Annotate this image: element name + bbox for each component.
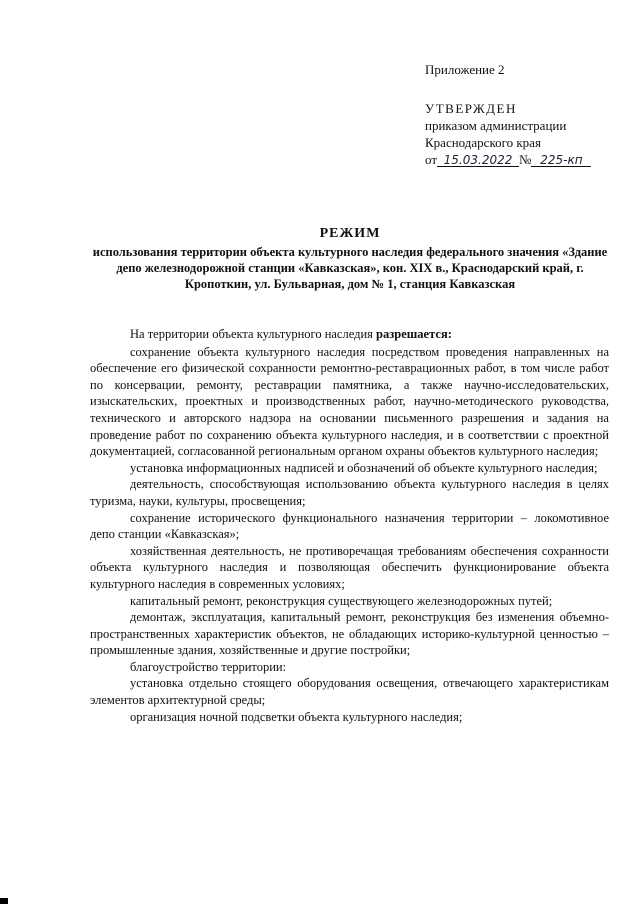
approval-block: [425, 100, 591, 168]
list-item: деятельность, способствующая использованию объекта культурного наследия в целях туризма, науки, культуры, просвещения;: [90, 477, 609, 508]
list-item: установка информационных надписей и обозначений об объекте культурного наследия;: [130, 460, 598, 475]
appendix-label: Приложение 2: [425, 62, 505, 77]
scan-mark: [0, 898, 8, 904]
list-item: демонтаж, эксплуатация, капитальный ремонт, реконструкция без изменения объемно-пространственных характеристик объектов, не обладающих историко-культурной ценностью – промышленные здания, хозяйственные и другие постройки;: [90, 610, 609, 658]
list-item: благоустройство территории:: [130, 659, 287, 674]
order-line-1: приказом администрации: [425, 118, 567, 133]
title-block: [90, 226, 610, 292]
intro-bold: разрешается:: [376, 327, 452, 341]
list-item: сохранение исторического функционального назначения территории – локомотивное депо станции «Кавказская»;: [90, 510, 609, 542]
from-label: от: [425, 152, 438, 167]
list-item: хозяйственная деятельность, не противоречащая требованиям обеспечения сохранности объекта культурного наследия и позволяющая обеспечить функционирование объекта культурного наследия в современных условиях;: [90, 543, 609, 591]
order-date-number: [425, 151, 591, 168]
handwritten-date: 15.03.2022: [437, 154, 519, 167]
list-item: организация ночной подсветки объекта культурного наследия;: [130, 709, 463, 724]
number-label: №: [519, 152, 532, 167]
list-item: капитальный ремонт, реконструкция существующего железнодорожных путей;: [130, 593, 553, 608]
document-body: [90, 326, 609, 725]
list-item: установка отдельно стоящего оборудования освещения, отвечающего характеристикам элементов архитектурной среды;: [90, 676, 609, 708]
document-title: РЕЖИМ: [319, 226, 381, 241]
list-item: сохранение объекта культурного наследия посредством проведения направленных на обеспечение его физической сохранности ремонтно-реставрационных работ, в том числе работ по консервации, ремонту, реставрации памятника, а также научно-исследовательских, изыскательских, проектных и производственных работ, научно-методического руководства, технического и авторского надзора на основании письменного разрешения и задания на проведение работ по сохранению объекта культурного наследия, и в соответствии с проектной документацией, согласованной региональным органом охраны объектов культурного наследия;: [90, 344, 609, 459]
document-subtitle: использования территории объекта культурного наследия федерального значения «Здание депо железнодорожной станции «Кавказская», кон. XIX в., Краснодарский край, г. Кропоткин, ул. Бульварная, дом № 1, станция Кавказская: [92, 245, 608, 291]
approved-label: УТВЕРЖДЕН: [425, 101, 517, 116]
intro-text: На территории объекта культурного наследия: [130, 327, 377, 341]
order-line-2: Краснодарского края: [425, 135, 541, 150]
handwritten-number: 225-кп: [531, 154, 591, 167]
intro-paragraph: [90, 326, 609, 343]
